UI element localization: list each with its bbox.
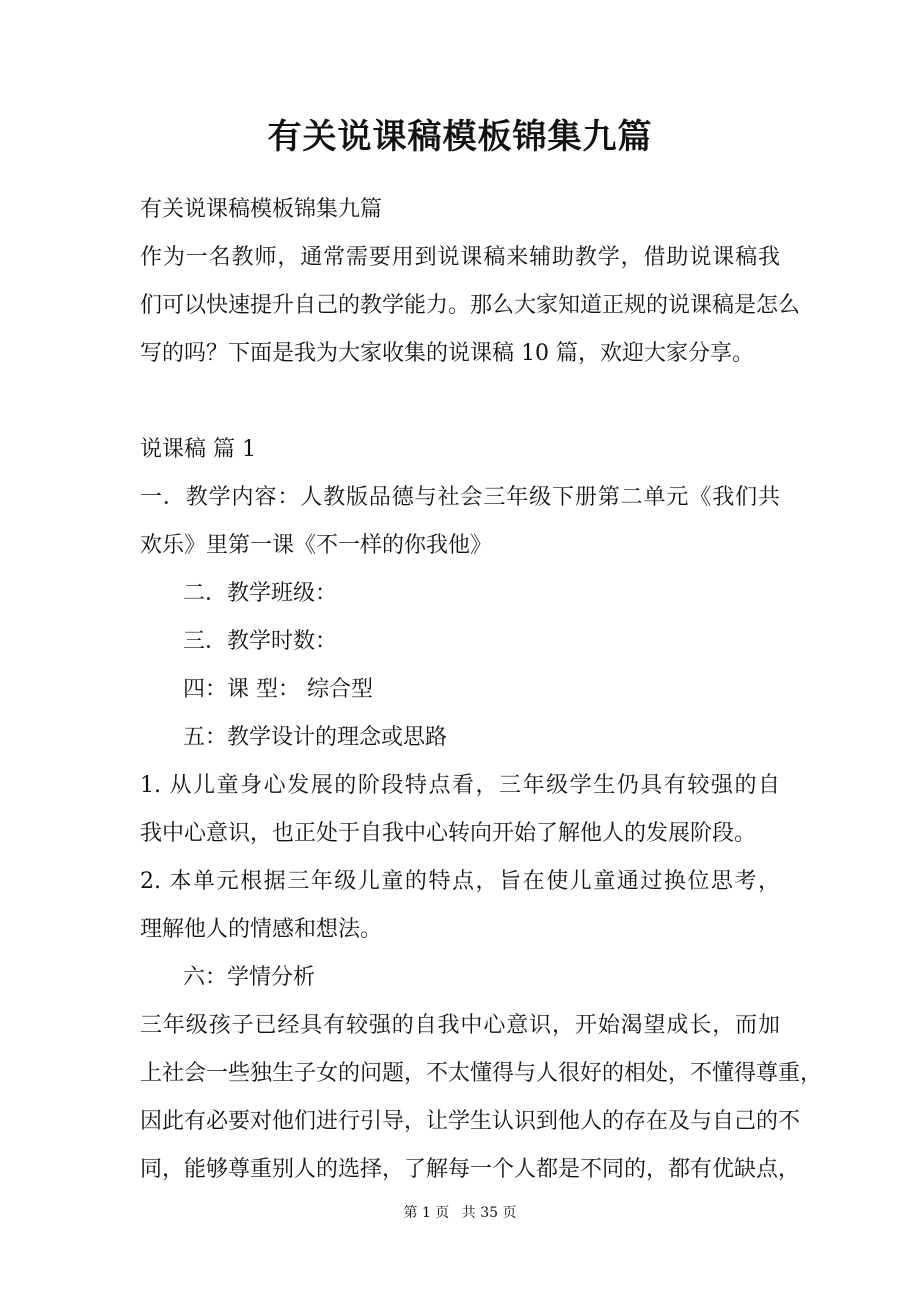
section-heading: 说课稿 篇 1 [140, 437, 256, 462]
paragraph3-line-1: 三年级孩子已经具有较强的自我中心意识，开始渴望成长，而加 [140, 1013, 780, 1038]
document-title: 有关说课稿模板锦集九篇 [267, 117, 653, 157]
item3: 三．教学时数： [183, 629, 338, 654]
item2: 二．教学班级： [183, 581, 338, 606]
item5: 五：教学设计的理念或思路 [183, 725, 448, 750]
paragraph2-line-1: 2. 本单元根据三年级儿童的特点，旨在使儿童通过换位思考， [140, 869, 780, 894]
intro-line-1: 作为一名教师，通常需要用到说课稿来辅助教学，借助说课稿我 [140, 245, 780, 270]
paragraph2-line-2: 理解他人的情感和想法。 [140, 917, 383, 942]
page-number: 第 1 页 [403, 1205, 450, 1221]
item6: 六：学情分析 [183, 965, 316, 990]
item4: 四：课 型： 综合型 [183, 677, 373, 702]
document-subtitle: 有关说课稿模板锦集九篇 [140, 197, 383, 222]
paragraph3-line-4: 同，能够尊重别人的选择，了解每一个人都是不同的，都有优缺点， [140, 1157, 801, 1182]
paragraph1-line-1: 1. 从儿童身心发展的阶段特点看，三年级学生仍具有较强的自 [140, 773, 780, 798]
intro-line-3: 写的吗？下面是我为大家收集的说课稿 10 篇，欢迎大家分享。 [140, 341, 754, 366]
intro-line-2: 们可以快速提升自己的教学能力。那么大家知道正规的说课稿是怎么 [140, 293, 801, 318]
page-footer [0, 1203, 920, 1223]
paragraph3-line-2: 上社会一些独生子女的问题，不太懂得与人很好的相处，不懂得尊重， [140, 1061, 823, 1086]
page-total: 共 35 页 [461, 1205, 517, 1221]
paragraph1-line-2: 我中心意识，也正处于自我中心转向开始了解他人的发展阶段。 [140, 821, 757, 846]
item1-line-1: 一．教学内容：人教版品德与社会三年级下册第二单元《我们共 [140, 485, 780, 510]
item1-line-2: 欢乐》里第一课《不一样的你我他》 [140, 533, 493, 558]
paragraph3-line-3: 因此有必要对他们进行引导，让学生认识到他人的存在及与自己的不 [140, 1109, 801, 1134]
